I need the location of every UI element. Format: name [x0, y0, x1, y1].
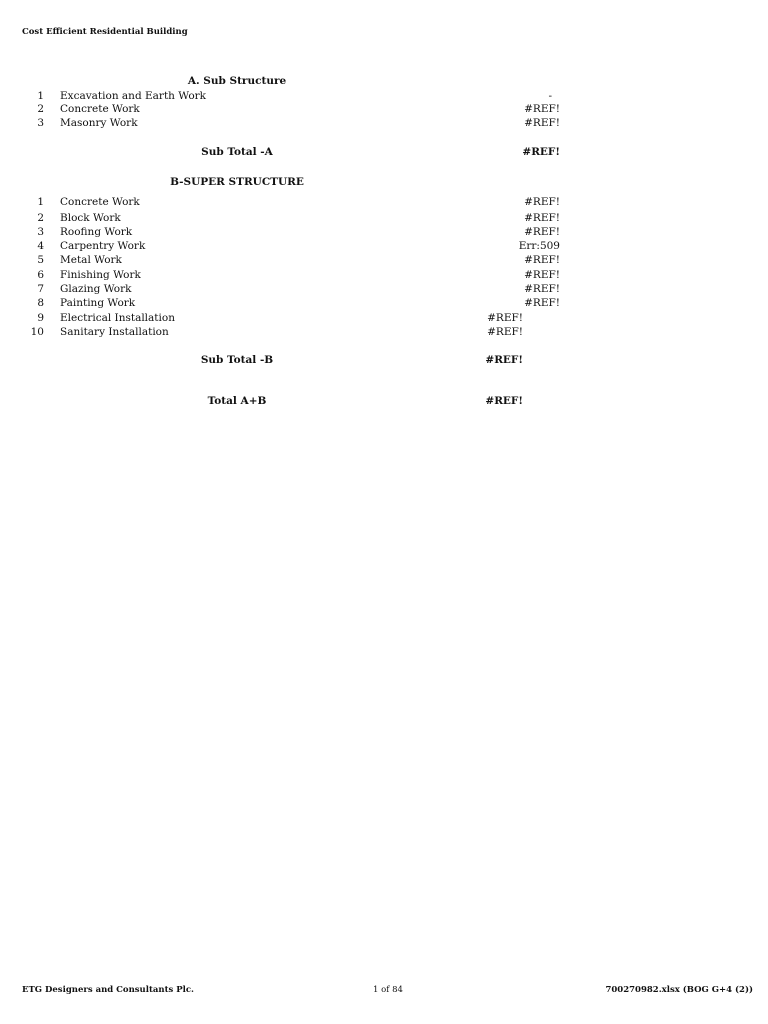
row-value: #REF! — [524, 254, 560, 266]
row-number: 3 — [37, 226, 44, 238]
subtotal-b-value: #REF! — [485, 354, 523, 366]
table-row — [0, 116, 768, 130]
row-number: 10 — [30, 326, 44, 338]
page-header-title: Cost Efficient Residential Building — [22, 27, 188, 37]
row-number: 8 — [37, 297, 44, 309]
row-description: Electrical Installation — [60, 312, 175, 324]
table-row — [0, 296, 768, 310]
row-description: Carpentry Work — [60, 240, 146, 252]
table-row — [0, 211, 768, 225]
row-number: 1 — [37, 90, 44, 102]
row-number: 9 — [37, 312, 44, 324]
row-description: Metal Work — [60, 254, 122, 266]
table-row — [0, 195, 768, 209]
row-description: Glazing Work — [60, 283, 132, 295]
row-description: Block Work — [60, 212, 121, 224]
table-row — [0, 311, 768, 325]
row-value: #REF! — [524, 212, 560, 224]
row-description: Finishing Work — [60, 269, 141, 281]
subtotal-a-value: #REF! — [522, 146, 560, 158]
row-value: #REF! — [524, 269, 560, 281]
section-b-title: B-SUPER STRUCTURE — [170, 176, 304, 188]
subtotal-b-row — [0, 353, 768, 367]
table-row — [0, 253, 768, 267]
row-number: 4 — [37, 240, 44, 252]
row-number: 3 — [37, 117, 44, 129]
row-value: #REF! — [487, 312, 523, 324]
table-row — [0, 268, 768, 282]
row-description: Concrete Work — [60, 103, 140, 115]
grand-total-label: Total A+B — [207, 395, 267, 407]
row-description: Sanitary Installation — [60, 326, 169, 338]
row-number: 2 — [37, 103, 44, 115]
section-a-title: A. Sub Structure — [187, 75, 287, 87]
table-row — [0, 89, 768, 103]
subtotal-a-label: Sub Total -A — [201, 146, 273, 158]
table-row — [0, 102, 768, 116]
row-value: #REF! — [524, 103, 560, 115]
row-number: 6 — [37, 269, 44, 281]
row-description: Concrete Work — [60, 196, 140, 208]
row-number: 5 — [37, 254, 44, 266]
grand-total-value: #REF! — [485, 395, 523, 407]
row-number: 2 — [37, 212, 44, 224]
grand-total-row — [0, 394, 768, 408]
row-value: #REF! — [487, 326, 523, 338]
row-value: #REF! — [524, 297, 560, 309]
row-description: Painting Work — [60, 297, 136, 309]
row-value: #REF! — [524, 117, 560, 129]
table-row — [0, 225, 768, 239]
table-row — [0, 325, 768, 339]
footer-page-number: 1 of 84 — [373, 985, 403, 995]
subtotal-b-label: Sub Total -B — [200, 354, 274, 366]
row-value: Err:509 — [518, 240, 560, 252]
row-value: - — [548, 90, 552, 102]
row-number: 7 — [37, 283, 44, 295]
row-value: #REF! — [524, 283, 560, 295]
row-value: #REF! — [524, 226, 560, 238]
table-row — [0, 282, 768, 296]
row-description: Masonry Work — [60, 117, 138, 129]
table-row — [0, 239, 768, 253]
row-value: #REF! — [524, 196, 560, 208]
row-description: Roofing Work — [60, 226, 133, 238]
row-number: 1 — [37, 196, 44, 208]
subtotal-a-row — [0, 145, 768, 159]
page-footer — [0, 985, 768, 999]
footer-company: ETG Designers and Consultants Plc. — [22, 985, 195, 995]
footer-file-name: 700270982.xlsx (BOG G+4 (2)) — [605, 985, 753, 995]
row-description: Excavation and Earth Work — [60, 90, 207, 102]
